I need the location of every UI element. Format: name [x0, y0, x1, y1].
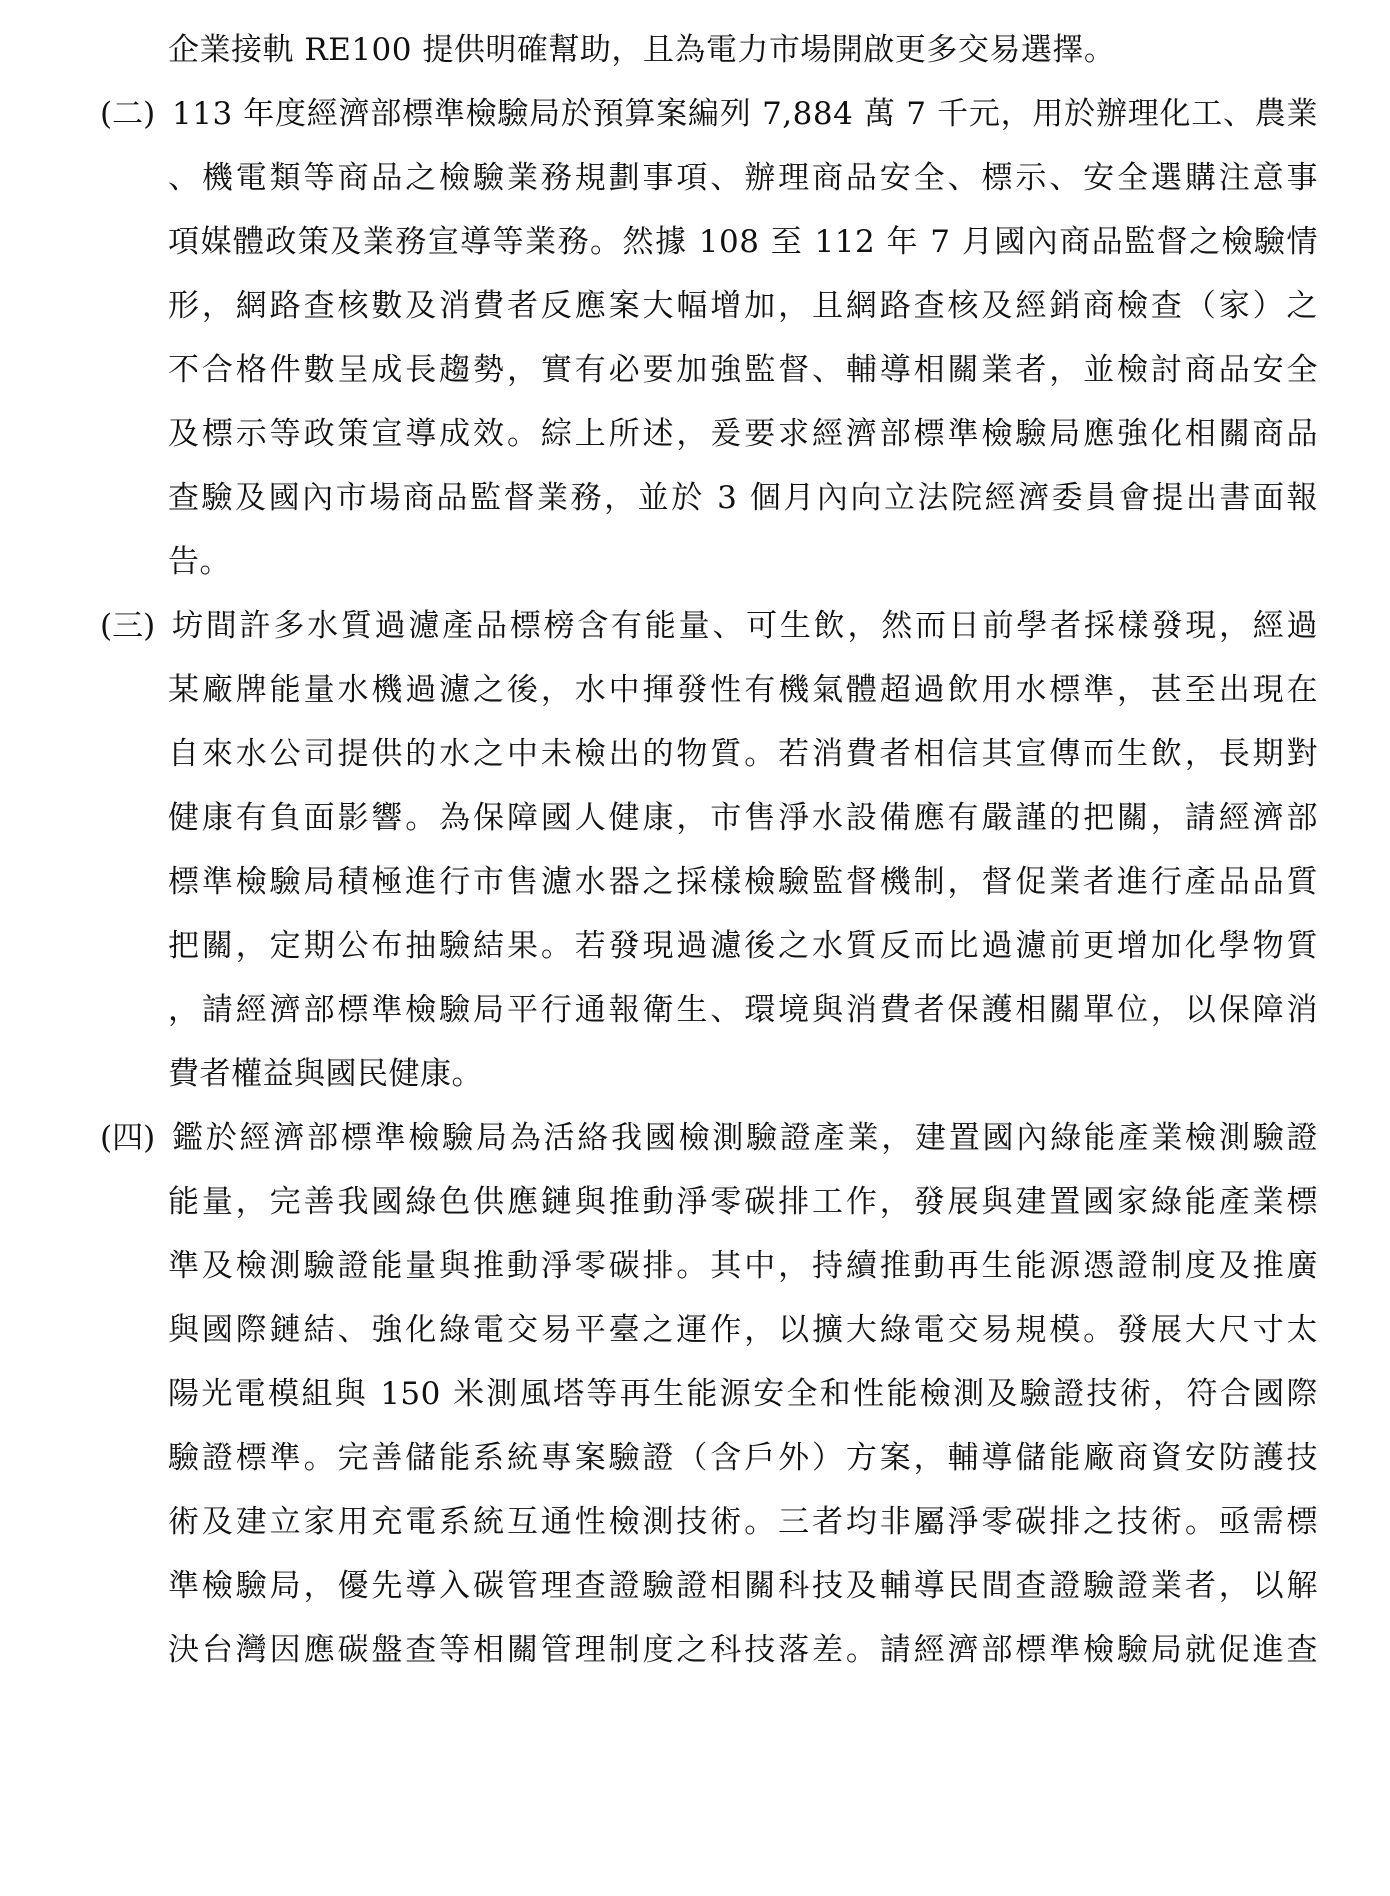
- item-2-line-7: 查驗及國內市場商品監督業務，並於 3 個月內向立法院經濟委員會提出書面報: [168, 480, 1318, 516]
- item-4-line-6: 驗證標準。完善儲能系統專案驗證（含戶外）方案，輔導儲能廠商資安防護技: [168, 1440, 1318, 1476]
- intro-line: 企業接軌 RE100 提供明確幫助，且為電力市場開啟更多交易選擇。: [168, 32, 1116, 68]
- item-2-line-6: 及標示等政策宣導成效。綜上所述，爰要求經濟部標準檢驗局應強化相關商品: [168, 416, 1318, 452]
- item-4-line-5: 陽光電模組與 150 米測風塔等再生能源安全和性能檢測及驗證技術，符合國際: [168, 1376, 1318, 1412]
- item-2-line-8: 告。: [168, 544, 231, 580]
- item-3-line-2: 某廠牌能量水機過濾之後，水中揮發性有機氣體超過飲用水標準，甚至出現在: [168, 672, 1318, 708]
- item-3-line-6: 把關，定期公布抽驗結果。若發現過濾後之水質反而比過濾前更增加化學物質: [168, 928, 1318, 964]
- item-4-line-4: 與國際鏈結、強化綠電交易平臺之運作，以擴大綠電交易規模。發展大尺寸太: [168, 1312, 1318, 1348]
- item-3-line-8: 費者權益與國民健康。: [168, 1056, 483, 1092]
- item-4-line-2: 能量，完善我國綠色供應鏈與推動淨零碳排工作，發展與建置國家綠能產業標: [168, 1184, 1318, 1220]
- item-2-line-3: 項媒體政策及業務宣導等業務。然據 108 至 112 年 7 月國內商品監督之檢驗情: [168, 224, 1318, 260]
- item-2-line-4: 形，網路查核數及消費者反應案大幅增加，且網路查核及經銷商檢查（家）之: [168, 288, 1318, 324]
- item-3-line-7: ，請經濟部標準檢驗局平行通報衛生、環境與消費者保護相關單位，以保障消: [168, 992, 1318, 1028]
- item-4-line-7: 術及建立家用充電系統互通性檢測技術。三者均非屬淨零碳排之技術。亟需標: [168, 1504, 1318, 1540]
- item-4-line-3: 準及檢測驗證能量與推動淨零碳排。其中，持續推動再生能源憑證制度及推廣: [168, 1248, 1318, 1284]
- item-2-line-5: 不合格件數呈成長趨勢，實有必要加強監督、輔導相關業者，並檢討商品安全: [168, 352, 1318, 388]
- item-3-line-4: 健康有負面影響。為保障國人健康，市售淨水設備應有嚴謹的把關，請經濟部: [168, 800, 1318, 836]
- item-marker-4: (四): [100, 1120, 156, 1156]
- item-2-line-2: 、機電類等商品之檢驗業務規劃事項、辦理商品安全、標示、安全選購注意事: [168, 160, 1318, 196]
- item-marker-3: (三): [100, 608, 156, 644]
- item-4-line-9: 決台灣因應碳盤查等相關管理制度之科技落差。請經濟部標準檢驗局就促進查: [168, 1632, 1318, 1668]
- item-2-line-1: 113 年度經濟部標準檢驗局於預算案編列 7,884 萬 7 千元，用於辦理化工、農業: [172, 96, 1318, 132]
- item-3-line-3: 自來水公司提供的水之中未檢出的物質。若消費者相信其宣傳而生飲，長期對: [168, 736, 1318, 772]
- item-4-line-1: 鑑於經濟部標準檢驗局為活絡我國檢測驗證產業，建置國內綠能產業檢測驗證: [172, 1120, 1318, 1156]
- item-4-line-8: 準檢驗局，優先導入碳管理查證驗證相關科技及輔導民間查證驗證業者，以解: [168, 1568, 1318, 1604]
- item-3-line-1: 坊間許多水質過濾產品標榜含有能量、可生飲，然而日前學者採樣發現，經過: [172, 608, 1318, 644]
- item-3-line-5: 標準檢驗局積極進行市售濾水器之採樣檢驗監督機制，督促業者進行產品品質: [168, 864, 1318, 900]
- item-marker-2: (二): [100, 96, 156, 132]
